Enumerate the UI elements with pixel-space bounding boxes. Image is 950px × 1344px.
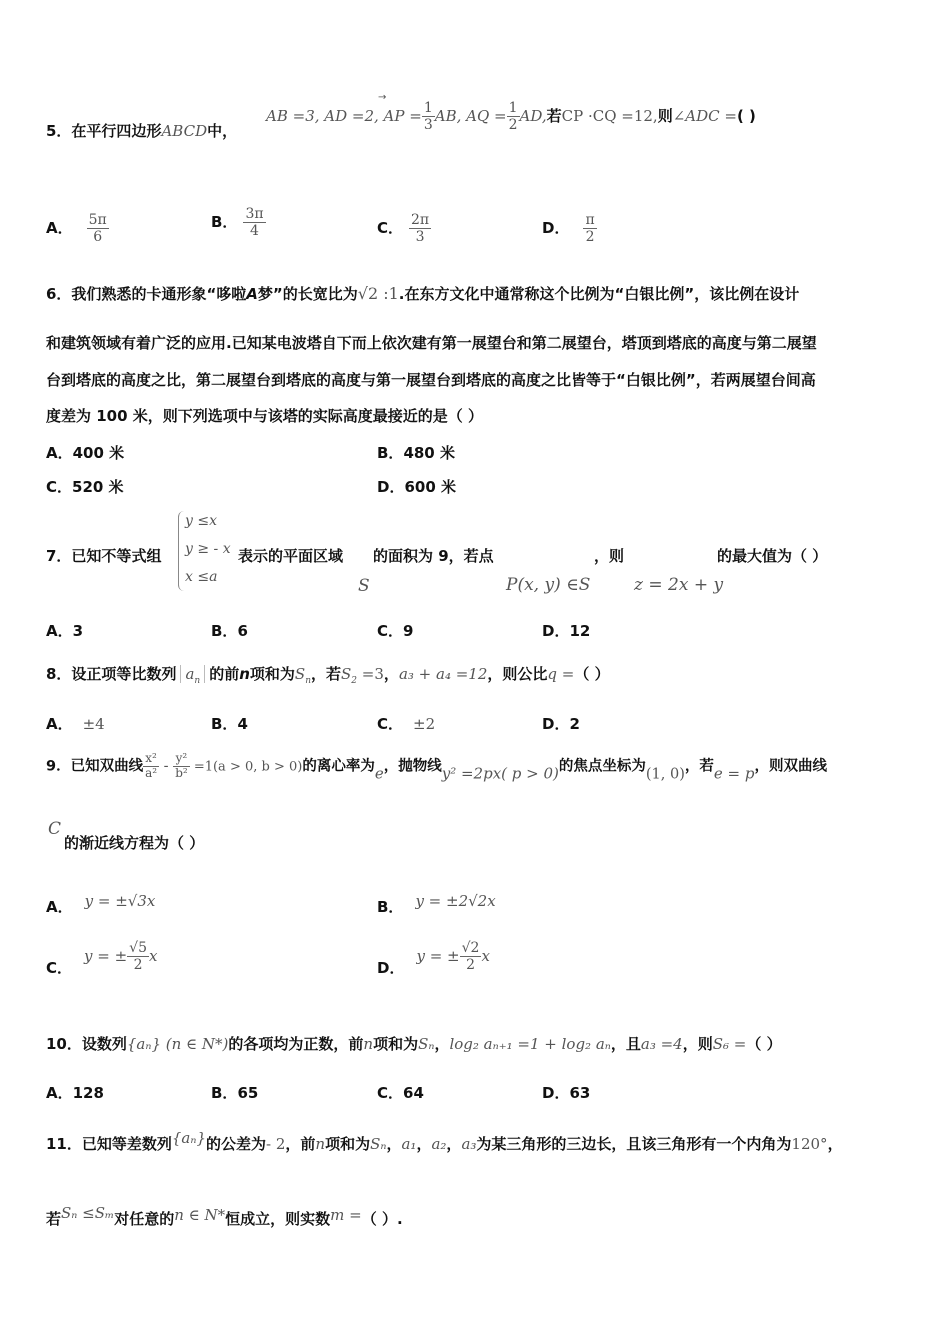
q8-option-b[interactable]: B．4 bbox=[211, 715, 248, 733]
q6-option-b[interactable]: B．480 米 bbox=[377, 444, 455, 462]
q5-mid: 中， bbox=[207, 122, 238, 140]
q6-option-c[interactable]: C．520 米 bbox=[46, 478, 124, 496]
q9-option-d[interactable]: D．y = ± $\frac{√2}{2}$ x bbox=[377, 940, 490, 978]
q5-frac-1-3: $\frac{1}{3}$ bbox=[423, 100, 433, 134]
q5-option-c[interactable]: C． $\frac{2\pi}{3}$ bbox=[377, 212, 430, 246]
q7-ineq-2: y ≥ - x bbox=[185, 541, 231, 557]
q8-option-d[interactable]: D．2 bbox=[542, 715, 580, 733]
q5-angle: ∠ADC = bbox=[672, 107, 737, 126]
q5-then: 则 bbox=[657, 107, 673, 126]
q5-option-a[interactable]: A． $\frac{5\pi}{6}$ bbox=[46, 212, 107, 246]
q7-system bbox=[185, 507, 231, 591]
q7-mid-4: 的最大值为（ ） bbox=[717, 547, 828, 565]
q8-stem: 8．设正项等比数列 $a_n$ 的前n项和为$S_n$，若$S_2 =3$，a₃ + a₄ =12，则公比q =（ ） bbox=[46, 665, 610, 686]
q5-stem bbox=[46, 122, 237, 140]
q7-brace bbox=[178, 511, 185, 591]
q6-line-1: 6．我们熟悉的卡通形象“哆啦A梦”的长宽比为√2 :1.在东方文化中通常称这个比例为“白银比例”，该比例在设计 bbox=[46, 284, 800, 303]
q8-option-c[interactable]: C． ±2 bbox=[377, 715, 436, 733]
q9-option-b[interactable]: B． y = ±2√2x bbox=[377, 892, 496, 916]
q5-prefix: 5．在平行四边形 bbox=[46, 122, 162, 140]
q7-option-c[interactable]: C．9 bbox=[377, 622, 414, 640]
q7-region-s: S bbox=[358, 576, 370, 596]
q6-line-3: 台到塔底的高度之比，第二展望台到塔底的高度与第一展望台到塔底的高度之比皆等于“白银比例”，若两展望台间高 bbox=[46, 371, 816, 389]
q5-condition bbox=[266, 100, 756, 133]
q9-option-a[interactable]: A． y = ±√3x bbox=[46, 892, 156, 916]
q5-dot: CP ·CQ =12, bbox=[561, 107, 658, 126]
q11-stem: 11．已知等差数列{aₙ}的公差为- 2，前n项和为Sₙ，a₁，a₂，a₃为某三角形的三边长，且该三角形有一个内角为120°， bbox=[46, 1129, 843, 1153]
q7-option-d[interactable]: D．12 bbox=[542, 622, 591, 640]
q5-frac-1-2: $\frac{1}{2}$ bbox=[508, 100, 518, 134]
q5-cond3: AD, bbox=[519, 107, 547, 126]
q5-abcd: ABCD bbox=[161, 122, 208, 140]
q7-ineq-1: y ≤x bbox=[185, 513, 217, 529]
q9-stem: 9．已知双曲线 $\frac{\text{x²}}{\text{a²}}$ - $\frac{\text{y²}}{\text{b²}}$ =1(a > 0, b > 0)的离心率为e，抛物线y² =2px( p > 0)的焦点坐标为(1, 0)，若e = p，则双曲线 bbox=[46, 751, 827, 783]
q5-cond2: AB, AQ = bbox=[434, 107, 507, 126]
q5-cond: AB =3, AD =2, AP = bbox=[266, 107, 422, 126]
q9-curve-c: C bbox=[48, 819, 62, 839]
q9-line-2: 的渐近线方程为（ ） bbox=[64, 834, 205, 852]
q7-option-a[interactable]: A．3 bbox=[46, 622, 84, 640]
q7-mid-2: 的面积为 9，若点 bbox=[373, 547, 494, 565]
q7-prefix: 7．已知不等式组 bbox=[46, 547, 162, 565]
q5-if: 若 bbox=[546, 107, 562, 126]
q10-option-c[interactable]: C．64 bbox=[377, 1084, 424, 1102]
q6-line-2: 和建筑领域有着广泛的应用.已知某电波塔自下而上依次建有第一展望台和第二展望台，塔顶到塔底的高度与第二展望 bbox=[46, 334, 817, 352]
q7-mid-1: 表示的平面区域 bbox=[238, 547, 344, 565]
q10-option-a[interactable]: A．128 bbox=[46, 1084, 104, 1102]
q7-ineq-3: x ≤a bbox=[185, 569, 218, 585]
q10-option-b[interactable]: B．65 bbox=[211, 1084, 259, 1102]
q10-option-d[interactable]: D．63 bbox=[542, 1084, 591, 1102]
q6-option-a[interactable]: A．400 米 bbox=[46, 444, 125, 462]
q5-option-b[interactable]: B． $\frac{3\pi}{4}$ bbox=[211, 206, 264, 240]
q7-objective-z: z = 2x + y bbox=[634, 575, 724, 595]
q7-option-b[interactable]: B．6 bbox=[211, 622, 248, 640]
q8-option-a[interactable]: A． ±4 bbox=[46, 715, 105, 733]
q5-option-d[interactable]: D． $\frac{\pi}{2}$ bbox=[542, 212, 595, 246]
q6-line-4: 度差为 100 米，则下列选项中与该塔的实际高度最接近的是（ ） bbox=[46, 407, 483, 425]
vector-arrow-icon: → bbox=[378, 92, 387, 103]
q11-line-2: 若Sₙ ≤Sₘ对任意的n ∈ N*恒成立，则实数m =（ ）. bbox=[46, 1204, 403, 1228]
q9-option-c[interactable]: C．y = ± $\frac{√5}{2}$ x bbox=[46, 940, 158, 978]
q10-stem: 10．设数列{aₙ} (n ∈ N*)的各项均为正数，前n项和为Sₙ，log₂ aₙ₊₁ =1 + log₂ aₙ，且a₃ =4，则S₆ =（ ） bbox=[46, 1035, 782, 1053]
q6-option-d[interactable]: D．600 米 bbox=[377, 478, 456, 496]
q7-point-p: P(x, y) ∈S bbox=[506, 575, 591, 595]
q7-mid-3: ，则 bbox=[594, 547, 625, 565]
q5-paren: ( ) bbox=[736, 107, 756, 126]
